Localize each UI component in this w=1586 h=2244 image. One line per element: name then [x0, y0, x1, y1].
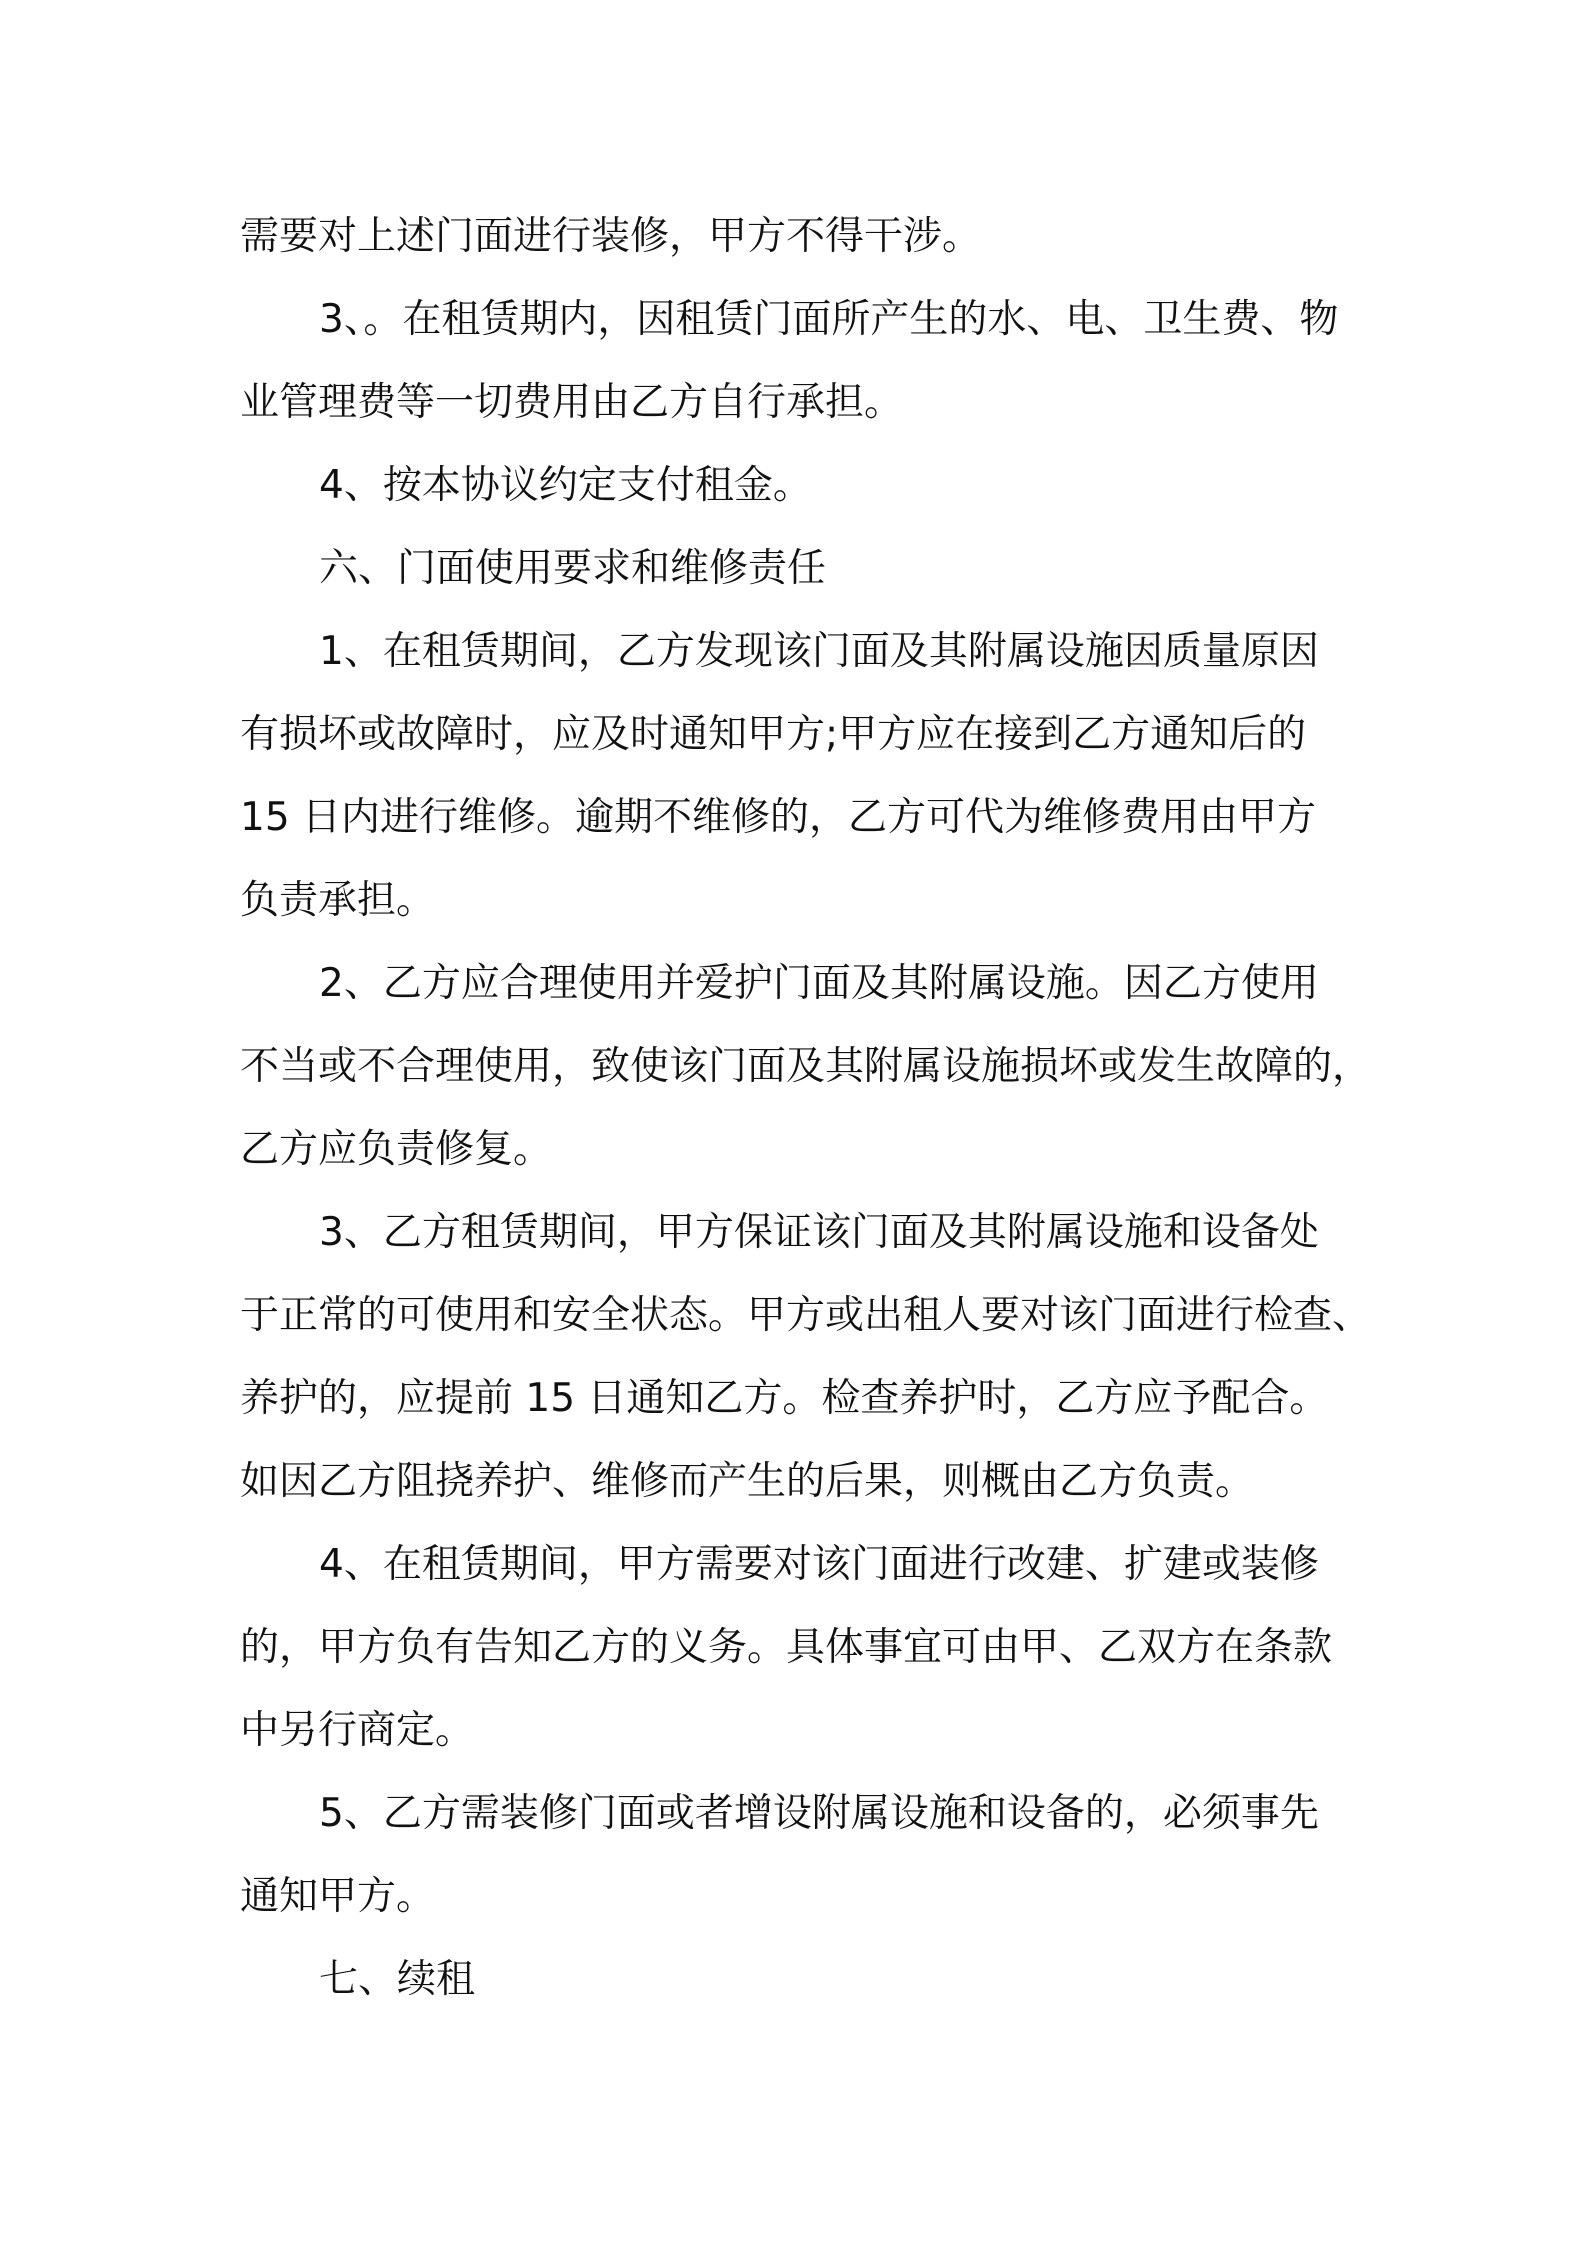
text-line: 3、。在租赁期内，因租赁门面所产生的水、电、卫生费、物 [319, 297, 1339, 342]
section-heading: 六、门面使用要求和维修责任 [319, 546, 827, 591]
text-line: 养护的，应提前 15 日通知乙方。检查养护时，乙方应予配合。 [240, 1376, 1329, 1421]
text-line: 如因乙方阻挠养护、维修而产生的后果，则概由乙方负责。 [240, 1459, 1255, 1504]
text-line: 乙方应负责修复。 [240, 1127, 553, 1172]
text-line: 4、在租赁期间，甲方需要对该门面进行改建、扩建或装修 [319, 1542, 1319, 1587]
text-line: 有损坏或故障时，应及时通知甲方;甲方应在接到乙方通知后的 [240, 712, 1307, 757]
text-line: 不当或不合理使用，致使该门面及其附属设施损坏或发生故障的， [240, 1044, 1372, 1089]
text-line: 4、按本协议约定支付租金。 [319, 463, 812, 508]
text-line: 业管理费等一切费用由乙方自行承担。 [240, 380, 904, 425]
section-heading: 七、续租 [319, 1957, 476, 2002]
text-line: 15 日内进行维修。逾期不维修的，乙方可代为维修费用由甲方 [240, 795, 1317, 840]
text-line: 负责承担。 [240, 878, 436, 923]
text-line: 5、乙方需装修门面或者增设附属设施和设备的，必须事先 [319, 1791, 1319, 1836]
text-line: 通知甲方。 [240, 1874, 436, 1919]
text-line: 1、在租赁期间，乙方发现该门面及其附属设施因质量原因 [319, 629, 1319, 674]
text-line: 的，甲方负有告知乙方的义务。具体事宜可由甲、乙双方在条款 [240, 1625, 1333, 1670]
text-line: 3、乙方租赁期间，甲方保证该门面及其附属设施和设备处 [319, 1210, 1319, 1255]
text-line: 需要对上述门面进行装修，甲方不得干涉。 [240, 214, 982, 259]
text-line: 2、乙方应合理使用并爱护门面及其附属设施。因乙方使用 [319, 961, 1319, 1006]
document-body [240, 195, 1380, 2021]
text-line: 于正常的可使用和安全状态。甲方或出租人要对该门面进行检查、 [240, 1293, 1372, 1338]
text-line: 中另行商定。 [240, 1708, 475, 1753]
